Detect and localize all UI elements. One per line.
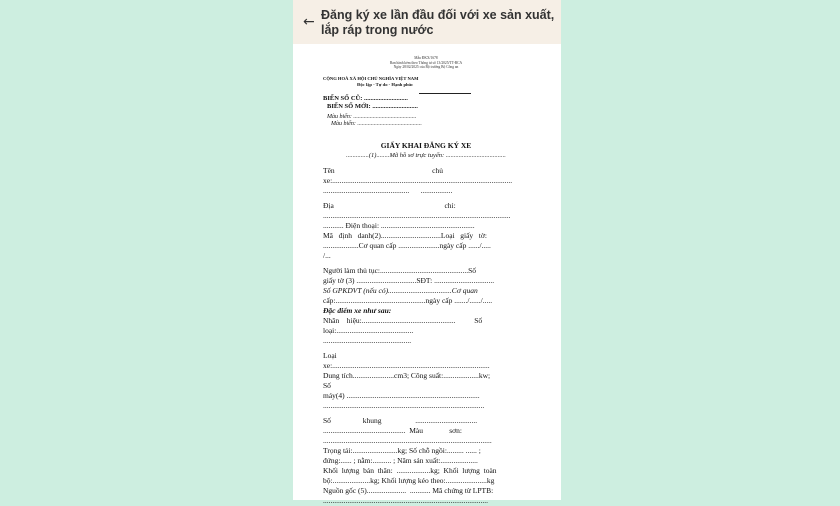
transport-license-line: Số GPKDVT (nếu có)..................................Cơ quan bbox=[323, 285, 478, 295]
online-code: ..............(1)........Mã hồ sơ trực tuyến: ..................................... bbox=[346, 151, 506, 159]
owner-name-line: xe:................................................................................................ bbox=[323, 175, 513, 185]
issued-line-1: Ban hành kèm theo Thông tư số 13/2025/TT-BCA bbox=[389, 60, 463, 65]
id-number-line: Mã định danh(2)................................Loại giấy tờ: bbox=[323, 230, 487, 240]
owner-name-label: Tên chủ bbox=[323, 165, 443, 175]
model-line: loại:......................................... bbox=[323, 325, 414, 335]
new-plate: BIỂN SỐ MỚI: ............................ bbox=[327, 102, 418, 110]
engine-label: Số bbox=[323, 380, 331, 390]
motto: Độc lập - Tự do - Hạnh phúc bbox=[357, 81, 414, 87]
address-line: .................................................................................................... bbox=[323, 210, 511, 220]
form-title: GIẤY KHAI ĐĂNG KÝ XE bbox=[380, 140, 472, 150]
paint-line: ............................................ Màu sơn: bbox=[323, 425, 462, 435]
republic-header: CỘNG HOÀ XÃ HỘI CHỦ NGHĨA VIỆT NAM bbox=[323, 75, 419, 81]
plate-color: Màu biển: ........................................... bbox=[331, 121, 422, 128]
form-number: Mẫu ĐKX/1678 bbox=[414, 56, 438, 60]
engine-line: máy(4) ....................................................................... bbox=[323, 390, 480, 400]
back-arrow-icon[interactable]: ← bbox=[303, 14, 315, 30]
vehicle-features-heading: Đặc điểm xe như sau: bbox=[323, 305, 392, 315]
phone-screen bbox=[293, 0, 561, 505]
capacity-line: Dung tích......................cm3; Công suất:...................kw; bbox=[323, 370, 491, 380]
page-title: Đăng ký xe lần đầu đối với xe sản xuất, lắp ráp trong nước bbox=[321, 8, 555, 37]
standing-line: đứng:...... ; nằm:.......... ; Năm sản xuất:.................... bbox=[323, 455, 478, 465]
old-plate: BIỂN SỐ CŨ: ........................... bbox=[323, 94, 408, 102]
model-line-2: ............................................... bbox=[323, 335, 412, 345]
vehicle-type-label: Loại bbox=[323, 350, 337, 360]
registration-form-document bbox=[323, 56, 529, 506]
curb-weight-line: Khối lượng bản thân: ..................kg; Khối lượng toàn bbox=[323, 465, 497, 475]
owner-name-line-2: .............................................. ................. bbox=[323, 185, 453, 195]
applicant-doc-line: giấy tờ (3) ................................SĐT: ................................ bbox=[323, 275, 495, 285]
frame-line: Số khung ................................. bbox=[323, 415, 478, 425]
license-issuer-line: cấp:................................................ngày cấp ......./....../..... bbox=[323, 295, 493, 305]
paint-line-2: .......................................................................................... bbox=[323, 435, 492, 445]
app-bar bbox=[293, 0, 561, 44]
origin-line: Nguồn gốc (5)..................... ........... Mã chứng từ LPTB: bbox=[323, 485, 494, 495]
issued-line-2: Ngày 28/02/2025 của Bộ trưởng Bộ Công an bbox=[393, 65, 459, 70]
address-label: Địa chỉ: bbox=[323, 200, 456, 210]
issuer-line-2: /... bbox=[323, 250, 331, 260]
payload-line: Trọng tải:........................kg; Số chỗ ngồi:......... ...... ; bbox=[323, 445, 481, 455]
vehicle-type-line: xe:.................................................................................... bbox=[323, 360, 490, 370]
applicant-line: Người làm thủ tục:...............................................Số bbox=[323, 265, 477, 275]
motto-underline bbox=[419, 93, 471, 94]
engine-line-2: ...................................................................................... bbox=[323, 400, 485, 410]
gross-weight-line: bộ:....................kg; Khối lượng kéo theo:......................kg bbox=[323, 475, 495, 485]
phone-line: ........... Điện thoại: .................................................. bbox=[323, 220, 475, 230]
issuer-line: ...................Cơ quan cấp ......................ngày cấp ....../..... bbox=[323, 240, 491, 250]
origin-line-2: ........................................................................................ bbox=[323, 495, 488, 505]
brand-line: Nhãn hiệu:.................................................. Số bbox=[323, 315, 483, 325]
paint-color: Màu biển: .......................................... bbox=[327, 113, 417, 120]
